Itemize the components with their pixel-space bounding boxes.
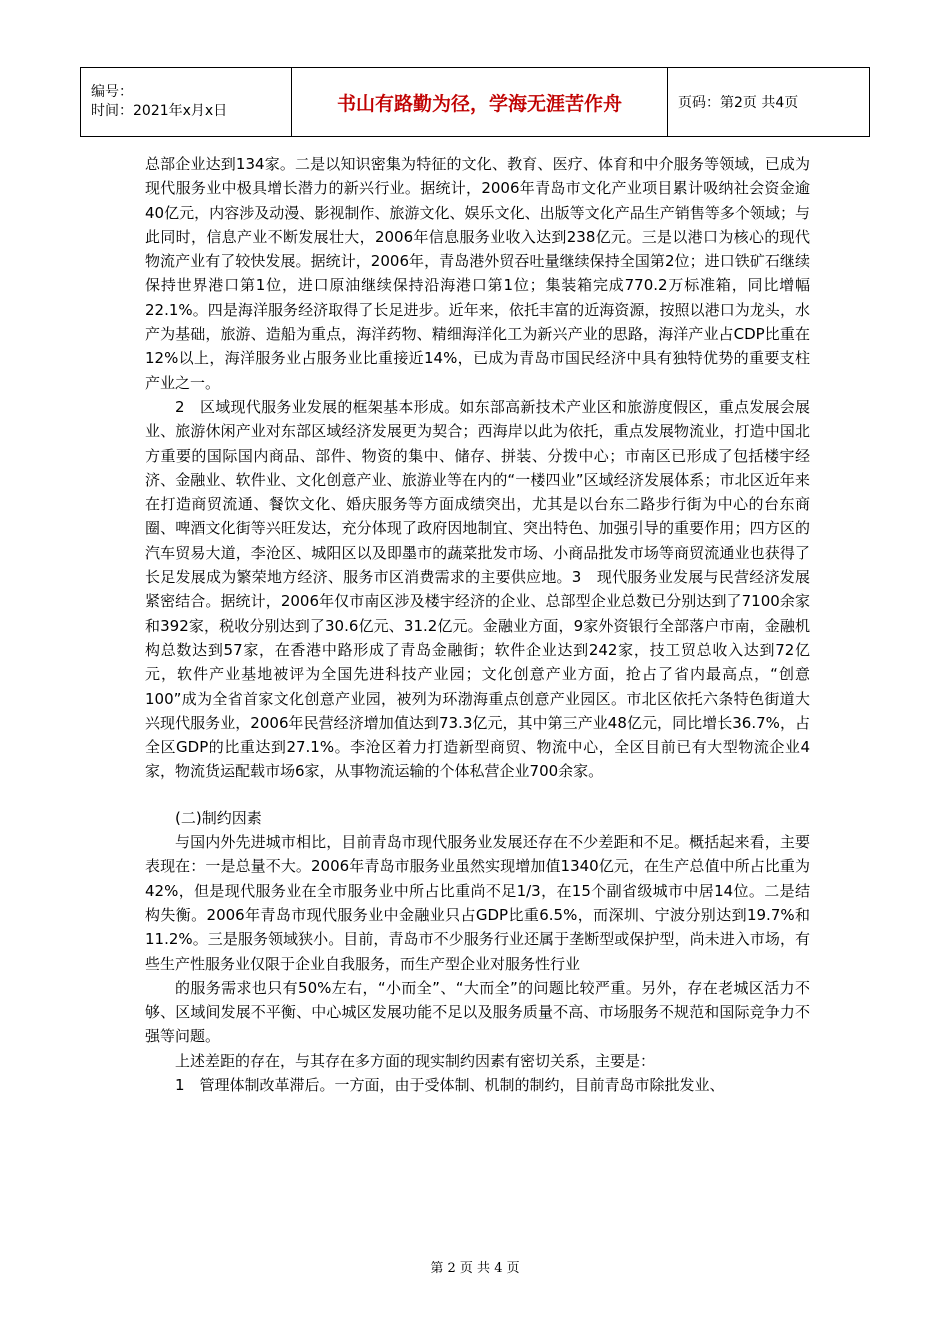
body-paragraph: 与国内外先进城市相比，目前青岛市现代服务业发展还存在不少差距和不足。概括起来看，主要表现在：一是总量不大。2006年青岛市服务业虽然实现增加值1340亿元，在生产总值中所占比重为42%，但是现代服务业在全市服务业中所占比重尚不足1/3，在15个副省级城市中居14位。二是结构失衡。2006年青岛市现代服务业中金融业只占GDP比重6.5%，而深圳、宁波分别达到19.7%和11.2%。三是服务领域狭小。目前，青岛市不少服务行业还属于垄断型或保护型，尚未进入市场，有些生产性服务业仅限于企业自我服务，而生产型企业对服务性行业 bbox=[145, 833, 810, 973]
page-footer: 第 2 页 共 4 页 bbox=[430, 1261, 520, 1276]
body-paragraph: 2 区域现代服务业发展的框架基本形成。如东部高新技术产业区和旅游度假区，重点发展会展业、旅游休闲产业对东部区域经济发展更为契合；西海岸以此为依托，重点发展物流业，打造中国北方重要的国际国内商品、部件、物资的集中、储存、拼装、分拨中心；市南区已形成了包括楼宇经济、金融业、软件业、文化创意产业、旅游业等在内的“一楼四业”区域经济发展体系；市北区近年来在打造商贸流通、餐饮文化、婚庆服务等方面成绩突出，尤其是以台东二路步行街为中心的台东商圈、啤酒文化街等兴旺发达，充分体现了政府因地制宜、突出特色、加强引导的重要作用；四方区的汽车贸易大道，李沧区、城阳区以及即墨市的蔬菜批发市场、小商品批发市场等商贸流通业也获得了长足发展成为繁荣地方经济、服务市区消费需求的主要供应地。3 现代服务业发展与民营经济发展紧密结合。据统计，2006年仅市南区涉及楼宇经济的企业、总部型企业总数已分别达到了7100余家和392家，税收分别达到了30.6亿元、31.2亿元。金融业方面，9家外资银行全部落户市南，金融机构总数达到57家，在香港中路形成了青岛金融街；软件企业达到242家，技工贸总收入达到72亿元，软件产业基地被评为全国先进科技产业园；文化创意产业方面，抢占了省内最高点，“创意100”成为全省首家文化创意产业园，被列为环渤海重点创意产业园区。市北区依托六条特色街道大兴现代服务业，2006年民营经济增加值达到73.3亿元，其中第三产业48亿元，同比增长36.7%，占全区GDP的比重达到27.1%。李沧区着力打造新型商贸、物流中心，全区目前已有大型物流企业4家，物流货运配载市场6家，从事物流运输的个体私营企业700余家。 bbox=[145, 397, 810, 781]
header-page-info: 页码：第2页 共4页 bbox=[668, 68, 870, 137]
document-number-label: 编号： bbox=[91, 84, 133, 100]
document-time-label: 时间：2021年x月x日 bbox=[91, 103, 228, 119]
body-paragraph: 1 管理体制改革滞后。一方面，由于受体制、机制的制约，目前青岛市除批发业、 bbox=[175, 1075, 725, 1094]
header-meta bbox=[81, 68, 292, 137]
body-paragraph: 的服务需求也只有50%左右，“小而全”、“大而全”的问题比较严重。另外，存在老城区活力不够、区域间发展不平衡、中心城区发展功能不足以及服务质量不高、市场服务不规范和国际竞争力不强等问题。 bbox=[145, 978, 810, 1046]
section-heading: (二)制约因素 bbox=[175, 808, 262, 827]
document-body bbox=[145, 152, 810, 1097]
body-paragraph: 总部企业达到134家。二是以知识密集为特征的文化、教育、医疗、体育和中介服务等领域，已成为现代服务业中极具增长潜力的新兴行业。据统计，2006年青岛市文化产业项目累计吸纳社会资金逾40亿元，内容涉及动漫、影视制作、旅游文化、娱乐文化、出版等文化产品生产销售等多个领域；与此同时，信息产业不断发展壮大，2006年信息服务业收入达到238亿元。三是以港口为核心的现代物流产业有了较快发展。据统计，2006年，青岛港外贸吞吐量继续保持全国第2位；进口铁矿石继续保持世界港口第1位，进口原油继续保持沿海港口第1位；集装箱完成770.2万标准箱，同比增幅22.1%。四是海洋服务经济取得了长足进步。近年来，依托丰富的近海资源，按照以港口为龙头，水产为基础，旅游、造船为重点，海洋药物、精细海洋化工为新兴产业的思路，海洋产业占CDP比重在12%以上，海洋服务业占服务业比重接近14%，已成为青岛市国民经济中具有独特优势的重要支柱产业之一。 bbox=[145, 155, 810, 392]
body-paragraph: 上述差距的存在，与其存在多方面的现实制约因素有密切关系，主要是： bbox=[175, 1051, 656, 1070]
page-header bbox=[80, 67, 870, 137]
header-motto: 书山有路勤为径，学海无涯苦作舟 bbox=[292, 68, 668, 137]
